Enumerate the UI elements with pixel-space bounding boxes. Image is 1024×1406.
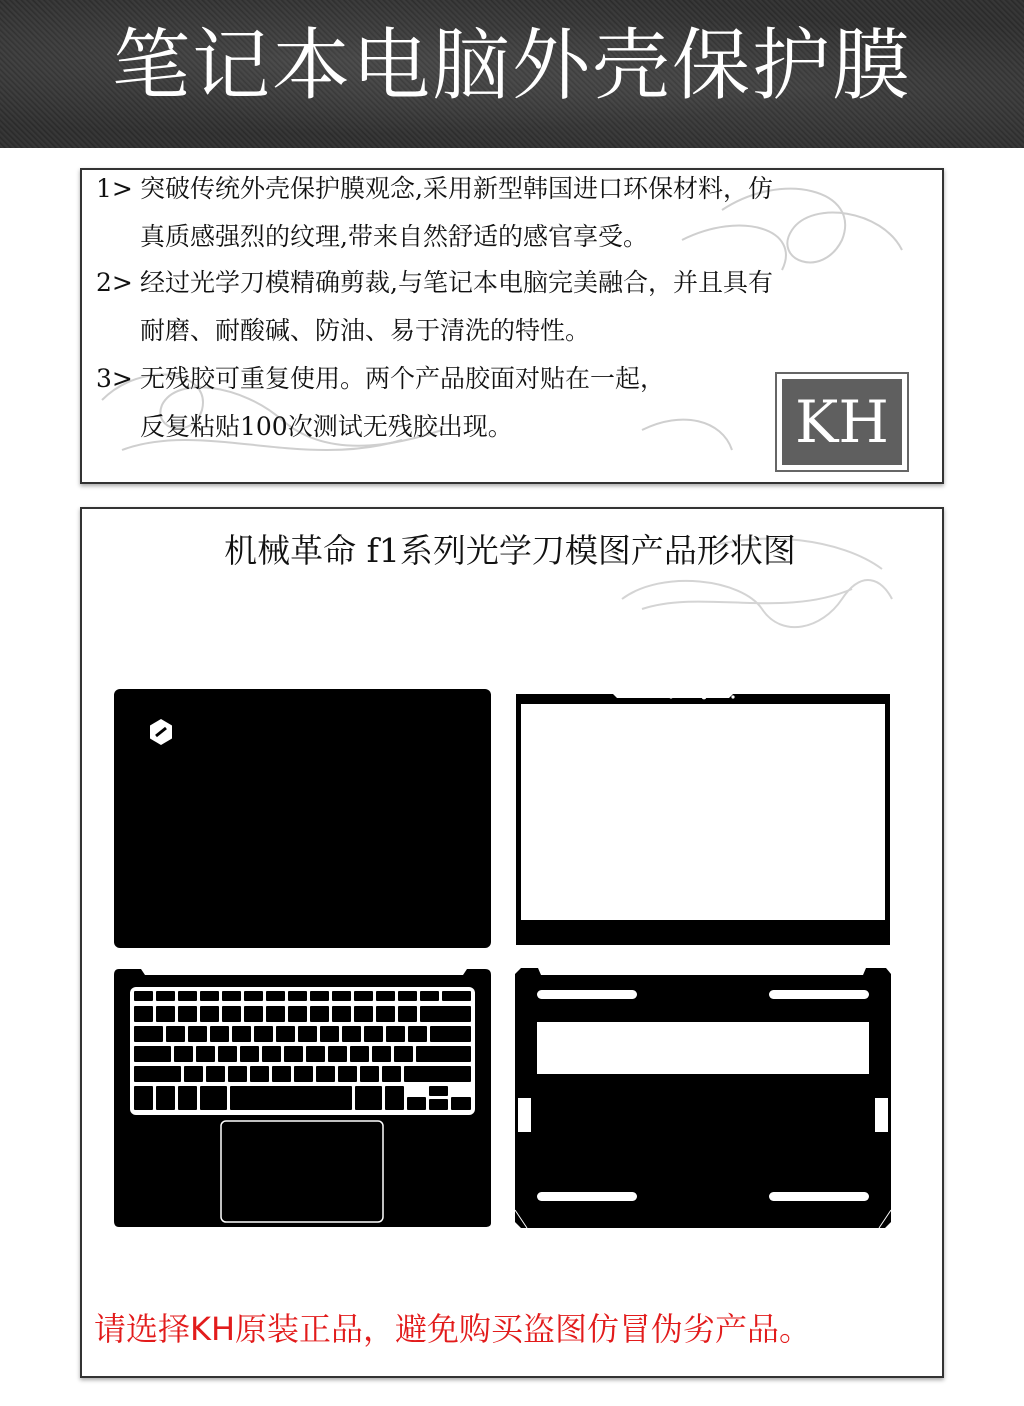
keyboard-deck-skin-shape [113,967,493,1229]
feature-2-number: 2> [96,268,133,297]
feature-1-number: 1> [96,174,133,203]
product-box [80,507,944,1378]
product-section-title: 机械革命 f1系列光学刀模图产品形状图 [224,531,796,570]
page-title: 笔记本电脑外壳保护膜 [111,21,912,111]
bottom-case-skin-shape [513,966,895,1230]
bezel-skin-shape [513,692,893,948]
kh-logo [775,372,909,472]
kh-logo-text: KH [782,379,902,465]
feature-3-line-1: 3> 无残胶可重复使用。两个产品胶面对贴在一起， [96,364,666,393]
feature-box [80,168,944,484]
lid-skin-shape [113,688,493,950]
feature-3-number: 3> [96,364,133,393]
feature-2-line-2: 耐磨、耐酸碱、防油、易于清洗的特性。 [140,316,591,345]
feature-1-line-2: 真质感强烈的纹理,带来自然舒适的感官享受。 [140,222,648,251]
warning-text: 请选择KH原装正品，避免购买盗图仿冒伪劣产品。 [94,1310,812,1348]
feature-2-line-1: 2> 经过光学刀模精确剪裁,与笔记本电脑完美融合，并且具有 [96,268,773,297]
feature-1-line-1: 1> 突破传统外壳保护膜观念,采用新型韩国进口环保材料，仿 [96,174,773,203]
header-banner [0,0,1024,148]
feature-3-line-2: 反复粘贴100次测试无残胶出现。 [140,412,513,441]
